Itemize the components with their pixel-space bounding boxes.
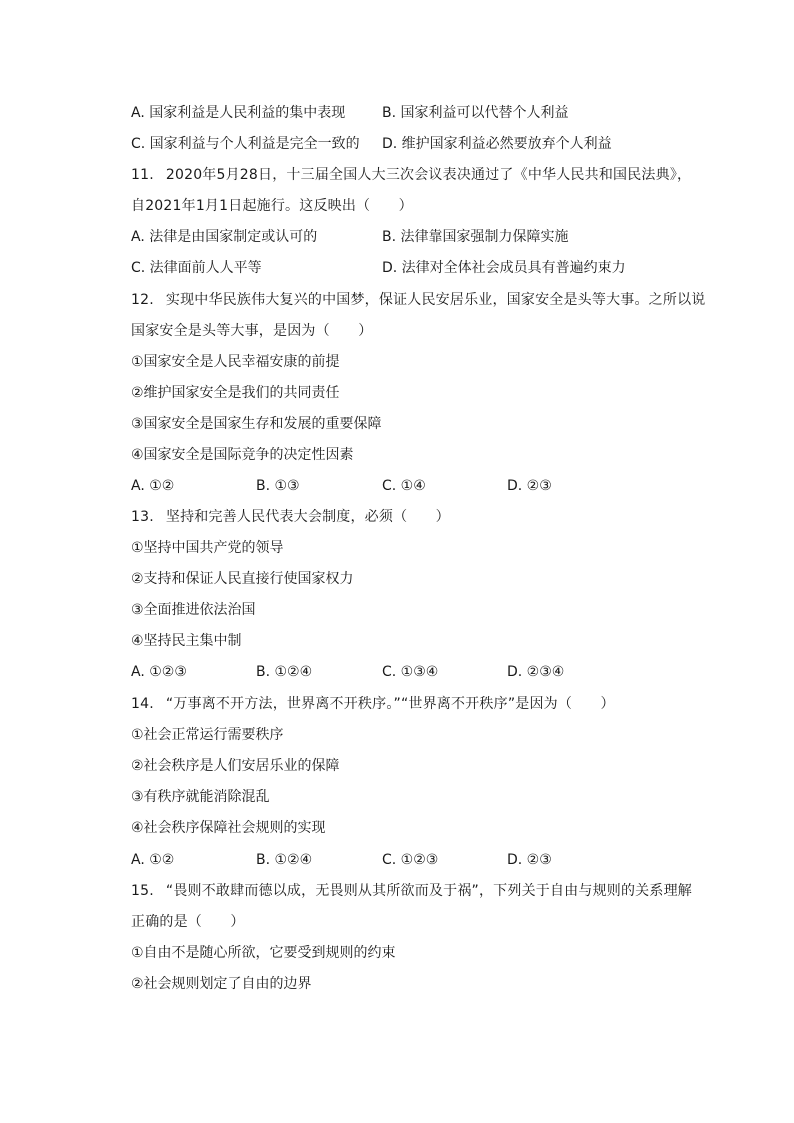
q13-statement-3: ③全面推进依法治国 xyxy=(131,602,256,618)
q14-statement-1: ①社会正常运行需要秩序 xyxy=(131,727,284,743)
q12-statement-4: ④国家安全是国际竞争的决定性因素 xyxy=(131,447,354,463)
q12-statement-2: ②维护国家安全是我们的共同责任 xyxy=(131,385,340,401)
q11-stem-line-1 xyxy=(131,165,691,185)
q12-option-d: D. ②③ xyxy=(507,478,552,494)
q11-number: 11. xyxy=(131,167,154,183)
q14-option-a: A. ①② xyxy=(131,852,175,868)
q15-number: 15. xyxy=(131,883,154,899)
q14-option-c: C. ①②③ xyxy=(382,852,439,868)
q13-statement-2: ②支持和保证人民直接行使国家权力 xyxy=(131,571,354,587)
q11-stem-line-2: 自2021年1月1日起施行。这反映出（ ） xyxy=(131,198,413,214)
q13-option-a: A. ①②③ xyxy=(131,664,187,680)
q13-number: 13. xyxy=(131,509,154,525)
q11-option-b: B. 法律靠国家强制力保障实施 xyxy=(382,229,569,245)
q14-number: 14. xyxy=(131,696,154,712)
q12-statement-1: ①国家安全是人民幸福安康的前提 xyxy=(131,354,340,370)
q14-statement-2: ②社会秩序是人们安居乐业的保障 xyxy=(131,758,340,774)
q14-option-b: B. ①②④ xyxy=(256,852,313,868)
q14-statement-3: ③有秩序就能消除混乱 xyxy=(131,789,270,805)
q11-option-a: A. 法律是由国家制定或认可的 xyxy=(131,229,318,245)
q11-option-d: D. 法律对全体社会成员具有普遍约束力 xyxy=(382,260,626,276)
q12-option-b: B. ①③ xyxy=(256,478,300,494)
q12-option-c: C. ①④ xyxy=(382,478,426,494)
q15-statement-1: ①自由不是随心所欲，它要受到规则的约束 xyxy=(131,945,396,961)
q13-stem xyxy=(131,507,450,527)
q15-stem-text-1: “畏则不敢肆而德以成，无畏则从其所欲而及于祸”，下列关于自由与规则的关系理解 xyxy=(165,883,692,899)
q13-statement-1: ①坚持中国共产党的领导 xyxy=(131,540,284,556)
q14-statement-4: ④社会秩序保障社会规则的实现 xyxy=(131,820,326,836)
q13-stem-text: 坚持和完善人民代表大会制度，必须（ ） xyxy=(165,509,450,525)
q15-statement-2: ②社会规则划定了自由的边界 xyxy=(131,976,312,992)
q10-option-c: C. 国家利益与个人利益是完全一致的 xyxy=(131,136,360,152)
q15-stem-line-1 xyxy=(131,881,692,901)
q12-option-a: A. ①② xyxy=(131,478,175,494)
q11-option-c: C. 法律面前人人平等 xyxy=(131,260,262,276)
q12-stem-line-1 xyxy=(131,290,705,310)
q13-option-c: C. ①③④ xyxy=(382,664,439,680)
q11-stem-text-1: 2020年5月28日，十三届全国人大三次会议表决通过了《中华人民共和国民法典》， xyxy=(165,167,692,183)
q13-statement-4: ④坚持民主集中制 xyxy=(131,633,242,649)
q12-stem-text-1: 实现中华民族伟大复兴的中国梦，保证人民安居乐业，国家安全是头等大事。之所以说 xyxy=(165,292,706,308)
q13-option-b: B. ①②④ xyxy=(256,664,313,680)
q10-option-b: B. 国家利益可以代替个人利益 xyxy=(382,105,569,121)
q10-option-d: D. 维护国家利益必然要放弃个人利益 xyxy=(382,136,612,152)
q10-option-a: A. 国家利益是人民利益的集中表现 xyxy=(131,105,346,121)
q13-option-d: D. ②③④ xyxy=(507,664,565,680)
q14-stem xyxy=(131,694,615,714)
q12-stem-line-2: 国家安全是头等大事，是因为（ ） xyxy=(131,323,373,339)
q12-statement-3: ③国家安全是国家生存和发展的重要保障 xyxy=(131,416,382,432)
q14-stem-text: “万事离不开方法，世界离不开秩序。”“世界离不开秩序”是因为（ ） xyxy=(165,696,615,712)
q14-option-d: D. ②③ xyxy=(507,852,552,868)
q12-number: 12. xyxy=(131,292,154,308)
q15-stem-line-2: 正确的是（ ） xyxy=(131,914,245,930)
